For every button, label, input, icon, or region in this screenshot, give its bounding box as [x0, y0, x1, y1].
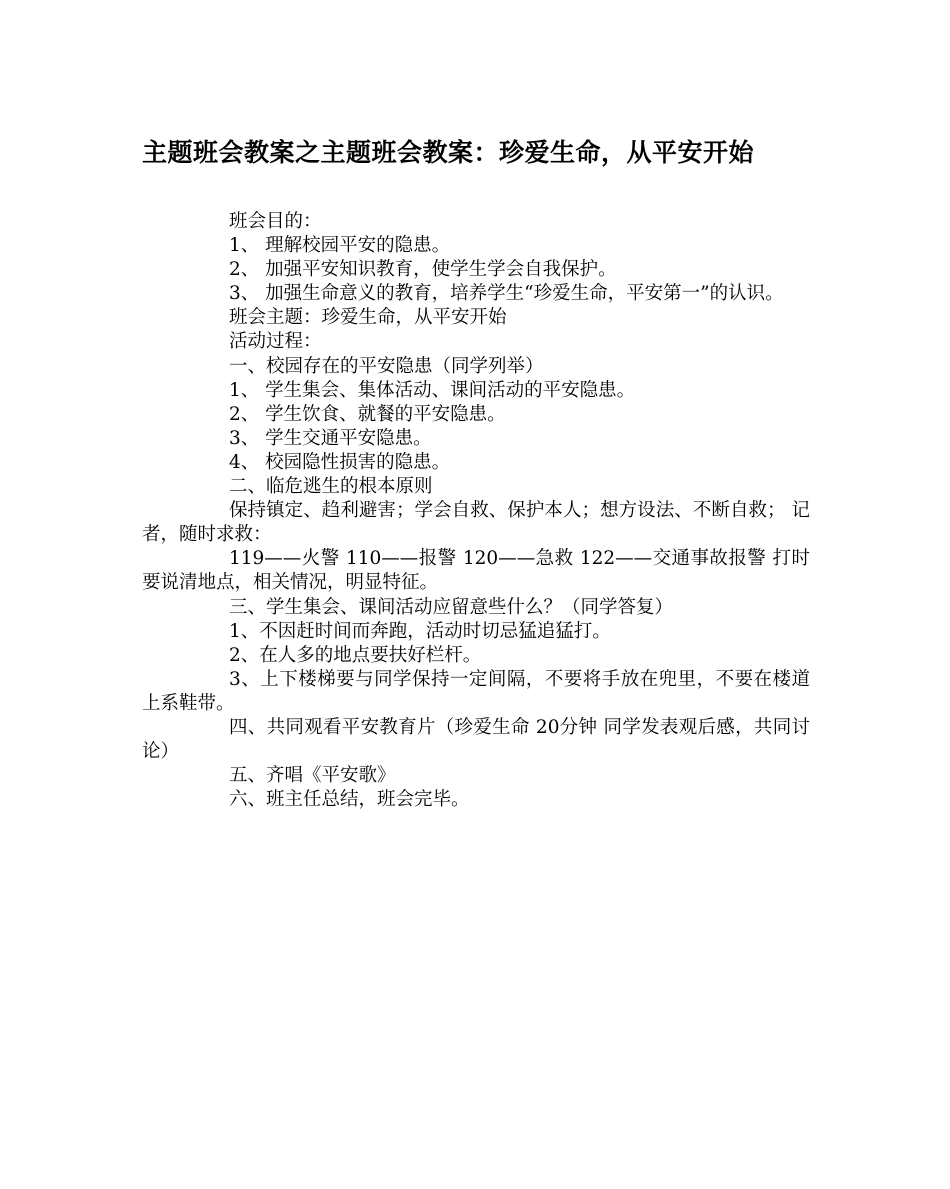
paragraph-section-1: 一、校园存在的平安隐患（同学列举）	[229, 355, 544, 377]
paragraph-section-2-hotlines: 119——火警 110——报警 120——急救 122——交通事故报警 打时要说清地点，相关情况，明显特征。	[142, 548, 810, 594]
paragraph-process-heading: 活动过程：	[229, 331, 322, 353]
document-title: 主题班会教案之主题班会教案：珍爱生命，从平安开始	[142, 138, 755, 167]
paragraph-section-2-principles: 保持镇定、趋利避害；学会自救、保护本人；想方设法、不断自救； 记者，随时求救：	[142, 500, 810, 546]
paragraph-purpose-2: 2、 加强平安知识教育，使学生学会自我保护。	[229, 259, 617, 281]
paragraph-section-6: 六、班主任总结，班会完毕。	[229, 789, 470, 811]
paragraph-purpose-1: 1、 理解校园平安的隐患。	[229, 235, 451, 257]
paragraph-section-3-item-3: 3、上下楼梯要与同学保持一定间隔，不要将手放在兜里，不要在楼道上系鞋带。	[142, 668, 810, 714]
paragraph-section-3-item-2: 2、在人多的地点要扶好栏杆。	[229, 644, 482, 666]
paragraph-section-4: 四、共同观看平安教育片（珍爱生命 20分钟 同学发表观后感，共同讨论）	[142, 716, 810, 763]
paragraph-section-1-item-2: 2、 学生饮食、就餐的平安隐患。	[229, 403, 506, 425]
paragraph-section-5: 五、齐唱《平安歌》	[229, 765, 396, 787]
paragraph-section-1-item-4: 4、 校园隐性损害的隐患。	[229, 451, 451, 473]
document-body	[142, 210, 810, 812]
paragraph-section-1-item-1: 1、 学生集会、集体活动、课间活动的平安隐患。	[229, 379, 636, 401]
paragraph-purpose-heading: 班会目的：	[229, 211, 322, 232]
paragraph-section-1-item-3: 3、 学生交通平安隐患。	[229, 427, 432, 449]
paragraph-section-2: 二、临危逃生的根本原则	[229, 476, 433, 498]
paragraph-theme: 班会主题：珍爱生命，从平安开始	[229, 307, 507, 329]
paragraph-section-3: 三、学生集会、课间活动应留意些什么？（同学答复）	[229, 596, 674, 618]
paragraph-section-3-item-1: 1、不因赶时间而奔跑，活动时切忌猛追猛打。	[229, 620, 611, 642]
paragraph-purpose-3: 3、 加强生命意义的教育，培养学生“珍爱生命，平安第一”的认识。	[229, 283, 784, 305]
